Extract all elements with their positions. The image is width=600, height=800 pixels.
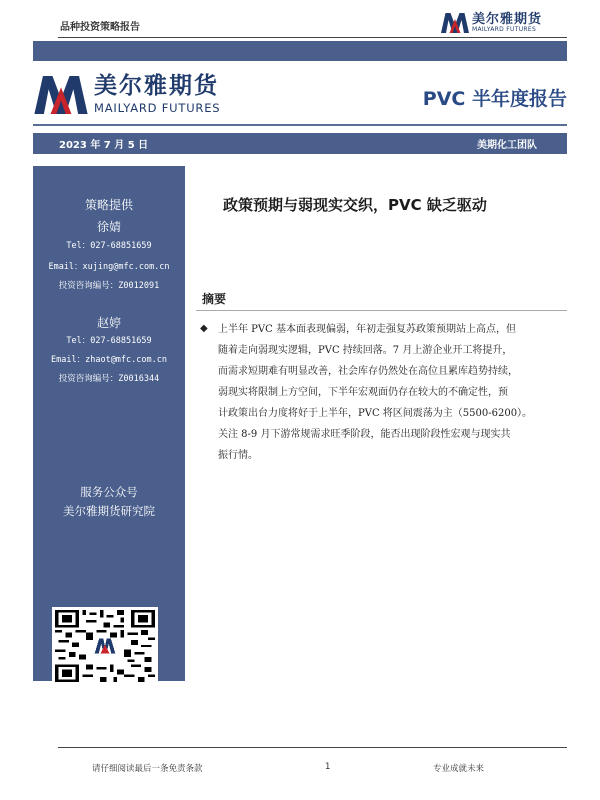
footer-slogan: 专业成就未来	[433, 764, 485, 774]
title-rule	[33, 124, 567, 126]
analyst-tel: Tel：027-68851659	[66, 336, 152, 346]
report-title: 政策预期与弱现实交织，PVC 缺乏驱动	[223, 196, 487, 214]
brand-logo-cn: 美尔雅期货	[94, 73, 219, 99]
abstract-line: 弱现实将限制上方空间，下半年宏观面仍存在较大的不确定性，预	[218, 387, 508, 398]
mailyard-logo-icon	[34, 76, 88, 114]
analyst-license: 投资咨询编号：Z0016344	[58, 374, 160, 384]
abstract-label: 摘要	[202, 292, 227, 306]
abstract-line: 振行情。	[218, 450, 258, 461]
qr-code	[52, 607, 158, 685]
abstract-line: 上半年 PVC 基本面表现偏弱，年初走强复苏政策预期站上高点，但	[218, 324, 516, 335]
header-band	[33, 41, 567, 61]
footer-disclaimer: 请仔细阅读最后一条免责条款	[92, 764, 203, 774]
brand-logo	[34, 74, 220, 115]
analyst-name: 赵婷	[96, 316, 121, 330]
diamond-bullet-icon: ◆	[200, 323, 208, 334]
abstract-line: 随着走向弱现实逻辑，PVC 持续回落。7 月上游企业开工将提升，	[218, 345, 513, 356]
analyst-email[interactable]: Email：xujing@mfc.com.cn	[48, 262, 170, 272]
info-bar	[33, 133, 567, 154]
report-type-title: PVC 半年度报告	[422, 88, 567, 110]
mailyard-logo-icon	[441, 13, 469, 33]
header-logo	[441, 11, 542, 35]
abstract-text	[218, 319, 568, 466]
abstract-line: 关注 8-9 月下游常规需求旺季阶段，能否出现阶段性宏观与现实共	[218, 429, 511, 440]
report-date: 2023 年 7 月 5 日	[59, 140, 149, 151]
brand-logo-en: MAILYARD FUTURES	[94, 101, 221, 116]
page-number: 1	[325, 762, 331, 772]
institute-name: 美尔雅期货研究院	[63, 504, 155, 518]
analyst-email[interactable]: Email：zhaot@mfc.com.cn	[51, 355, 167, 365]
header-rule	[58, 37, 567, 38]
abstract-line: 而需求短期难有明显改善，社会库存仍然处在高位且累库趋势持续，	[218, 366, 518, 377]
analyst-sidebar	[33, 166, 185, 681]
service-label: 服务公众号	[80, 485, 138, 499]
strategy-label: 策略提供	[84, 198, 133, 212]
abstract-line: 计政策出台力度将好于上半年，PVC 将区间震荡为主（5500-6200）。	[218, 408, 533, 419]
analyst-tel: Tel：027-68851659	[66, 241, 152, 251]
footer-rule	[58, 747, 567, 748]
header-logo-en: MAILYARD FUTURES	[471, 26, 537, 33]
abstract-rule	[196, 310, 567, 311]
qr-code-icon	[55, 610, 155, 682]
header-logo-cn: 美尔雅期货	[471, 12, 542, 27]
report-team: 美期化工团队	[477, 140, 537, 151]
analyst-name: 徐婧	[96, 220, 121, 234]
report-category: 品种投资策略报告	[60, 22, 140, 33]
analyst-license: 投资咨询编号：Z0012091	[58, 281, 160, 291]
